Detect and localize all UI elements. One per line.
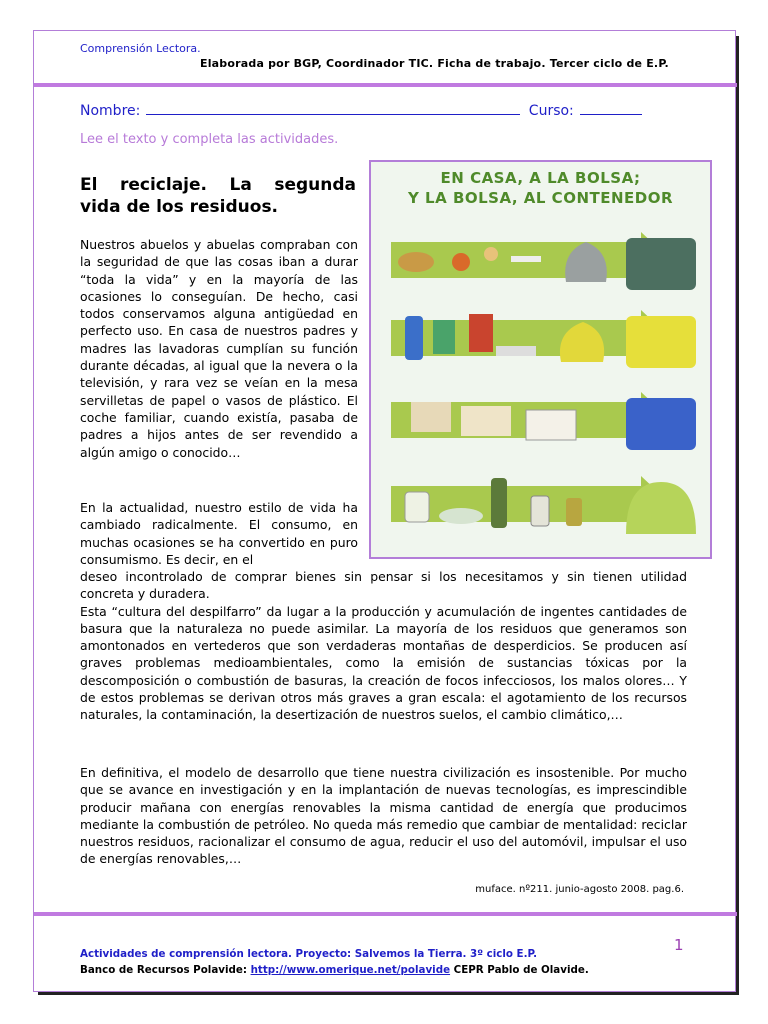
bread-icon — [398, 252, 434, 272]
instruction: Lee el texto y completa las actividades. — [80, 132, 339, 147]
apple-core-icon — [484, 247, 498, 261]
poster-heading-line-2: Y LA BOLSA, AL CONTENEDOR — [407, 189, 674, 207]
paragraph-2b: Esta “cultura del despilfarro” da lugar a la producción y acumulación de ingentes cantidades de basura que la naturaleza no puede asimilar. La mayoría de los residuos que generamos son amontonados en vertederos que son verdaderas montañas de desperdicios. Se producen así graves problemas medioambientales, como la emisión de sustancias tóxicas por la descomposición o combustión de basuras, la creación de focos infecciosos, los malos olores… Y de estos problemas se derivan otros más graves a gran escala: el agotamiento de los recursos naturales, la contaminación, la desertización de nuestros suelos, el cambio climático,… — [80, 603, 687, 723]
yellow-bin-icon — [626, 316, 696, 368]
tray-icon — [496, 346, 536, 356]
organic-row — [391, 232, 696, 290]
header-title: Comprensión Lectora. — [80, 42, 201, 55]
curso-label: Curso: — [528, 103, 574, 119]
footer-prefix: Banco de Recursos Polavide: — [80, 964, 247, 976]
source-citation: muface. nº211. junio-agosto 2008. pag.6. — [475, 884, 684, 895]
title-line-2: vida de los residuos. — [80, 197, 279, 217]
blue-bin-icon — [626, 398, 696, 450]
paragraph-3: En definitiva, el modelo de desarrollo que tiene nuestra civilización es insostenible. Por mucho que se avance en investigación y en la implantación de nuevas tecnologías, es imprescindible producir mañana con energías renovables la misma cantidad de energía que producimos mediante la combustión de petróleo. No queda más remedio que cambiar de mentalidad: reciclar nuestros residuos, racionalizar el consumo de agua, reducir el uso del automóvil, impulsar el uso de energías renovables,… — [80, 765, 687, 867]
footer-divider — [34, 912, 737, 916]
fruit-icon — [452, 253, 470, 271]
broken-glass-icon — [439, 508, 483, 524]
header-subtitle: Elaborada por BGP, Coordinador TIC. Ficha de trabajo. Tercer ciclo de E.P. — [200, 57, 669, 70]
jar-icon — [405, 492, 429, 522]
perfume-bottle-icon — [531, 496, 549, 526]
cardboard-box-icon — [461, 406, 511, 436]
paragraph-2-continued — [80, 568, 687, 724]
article-title — [80, 174, 356, 218]
bottle-icon — [405, 316, 423, 360]
nombre-field[interactable] — [146, 102, 520, 115]
nombre-label: Nombre: — [80, 103, 141, 119]
poster-heading-line-1: EN CASA, A LA BOLSA; — [440, 169, 641, 187]
can-icon — [469, 314, 493, 352]
paragraph-1: Nuestros abuelos y abuelas compraban con la seguridad de que las cosas iban a durar “toda la vida” y en la mayoría de las ocasiones lo conseguían. De hecho, casi todos conservamos alguna antigüedad en perfecto uso. En casa de nuestros padres y madres las lavadoras cumplían su función durante décadas, al igual que la nevera o la televisión, y rara vez se veían en la mesa servilletas de papel o vasos de plástico. El coche familiar, cuando existía, pasaba de padres a hijos antes de ser revendido a algún amigo o conocido… — [80, 237, 358, 460]
glass-row — [391, 476, 696, 534]
carton-icon — [433, 320, 455, 354]
paragraph-2-end: deseo incontrolado de comprar bienes sin pensar si los necesitamos y sin tienen utilidad concreta y duradera. — [80, 569, 687, 602]
footer-line-1: Actividades de comprensión lectora. Proyecto: Salvemos la Tierra. 3º ciclo E.P. — [80, 948, 538, 960]
footer-suffix: CEPR Pablo de Olavide. — [453, 964, 589, 976]
recycling-poster — [369, 160, 712, 559]
newspaper-icon — [526, 410, 576, 440]
fish-bone-icon — [511, 256, 541, 262]
polavide-link[interactable]: http://www.omerique.net/polavide — [250, 964, 451, 976]
curso-field[interactable] — [580, 102, 642, 115]
header-divider — [34, 83, 737, 87]
page-shadow — [736, 36, 739, 994]
cardboard-box-icon — [411, 402, 451, 432]
title-line-1: El reciclaje. La segunda — [80, 175, 356, 195]
poster-illustration — [371, 162, 710, 557]
page-shadow — [38, 992, 739, 995]
small-bottle-icon — [566, 498, 582, 526]
green-bin-icon — [626, 238, 696, 290]
paper-row — [391, 392, 696, 450]
paragraph-2-start: En la actualidad, nuestro estilo de vida ha cambiado radicalmente. El consumo, en muchas ocasiones se ha convertido en puro consumismo. Es decir, en el — [80, 500, 358, 567]
page-number: 1 — [674, 936, 684, 954]
name-course-line — [80, 102, 642, 119]
footer-line-2 — [80, 964, 589, 976]
packaging-row — [391, 310, 696, 368]
wine-bottle-icon — [491, 478, 507, 528]
